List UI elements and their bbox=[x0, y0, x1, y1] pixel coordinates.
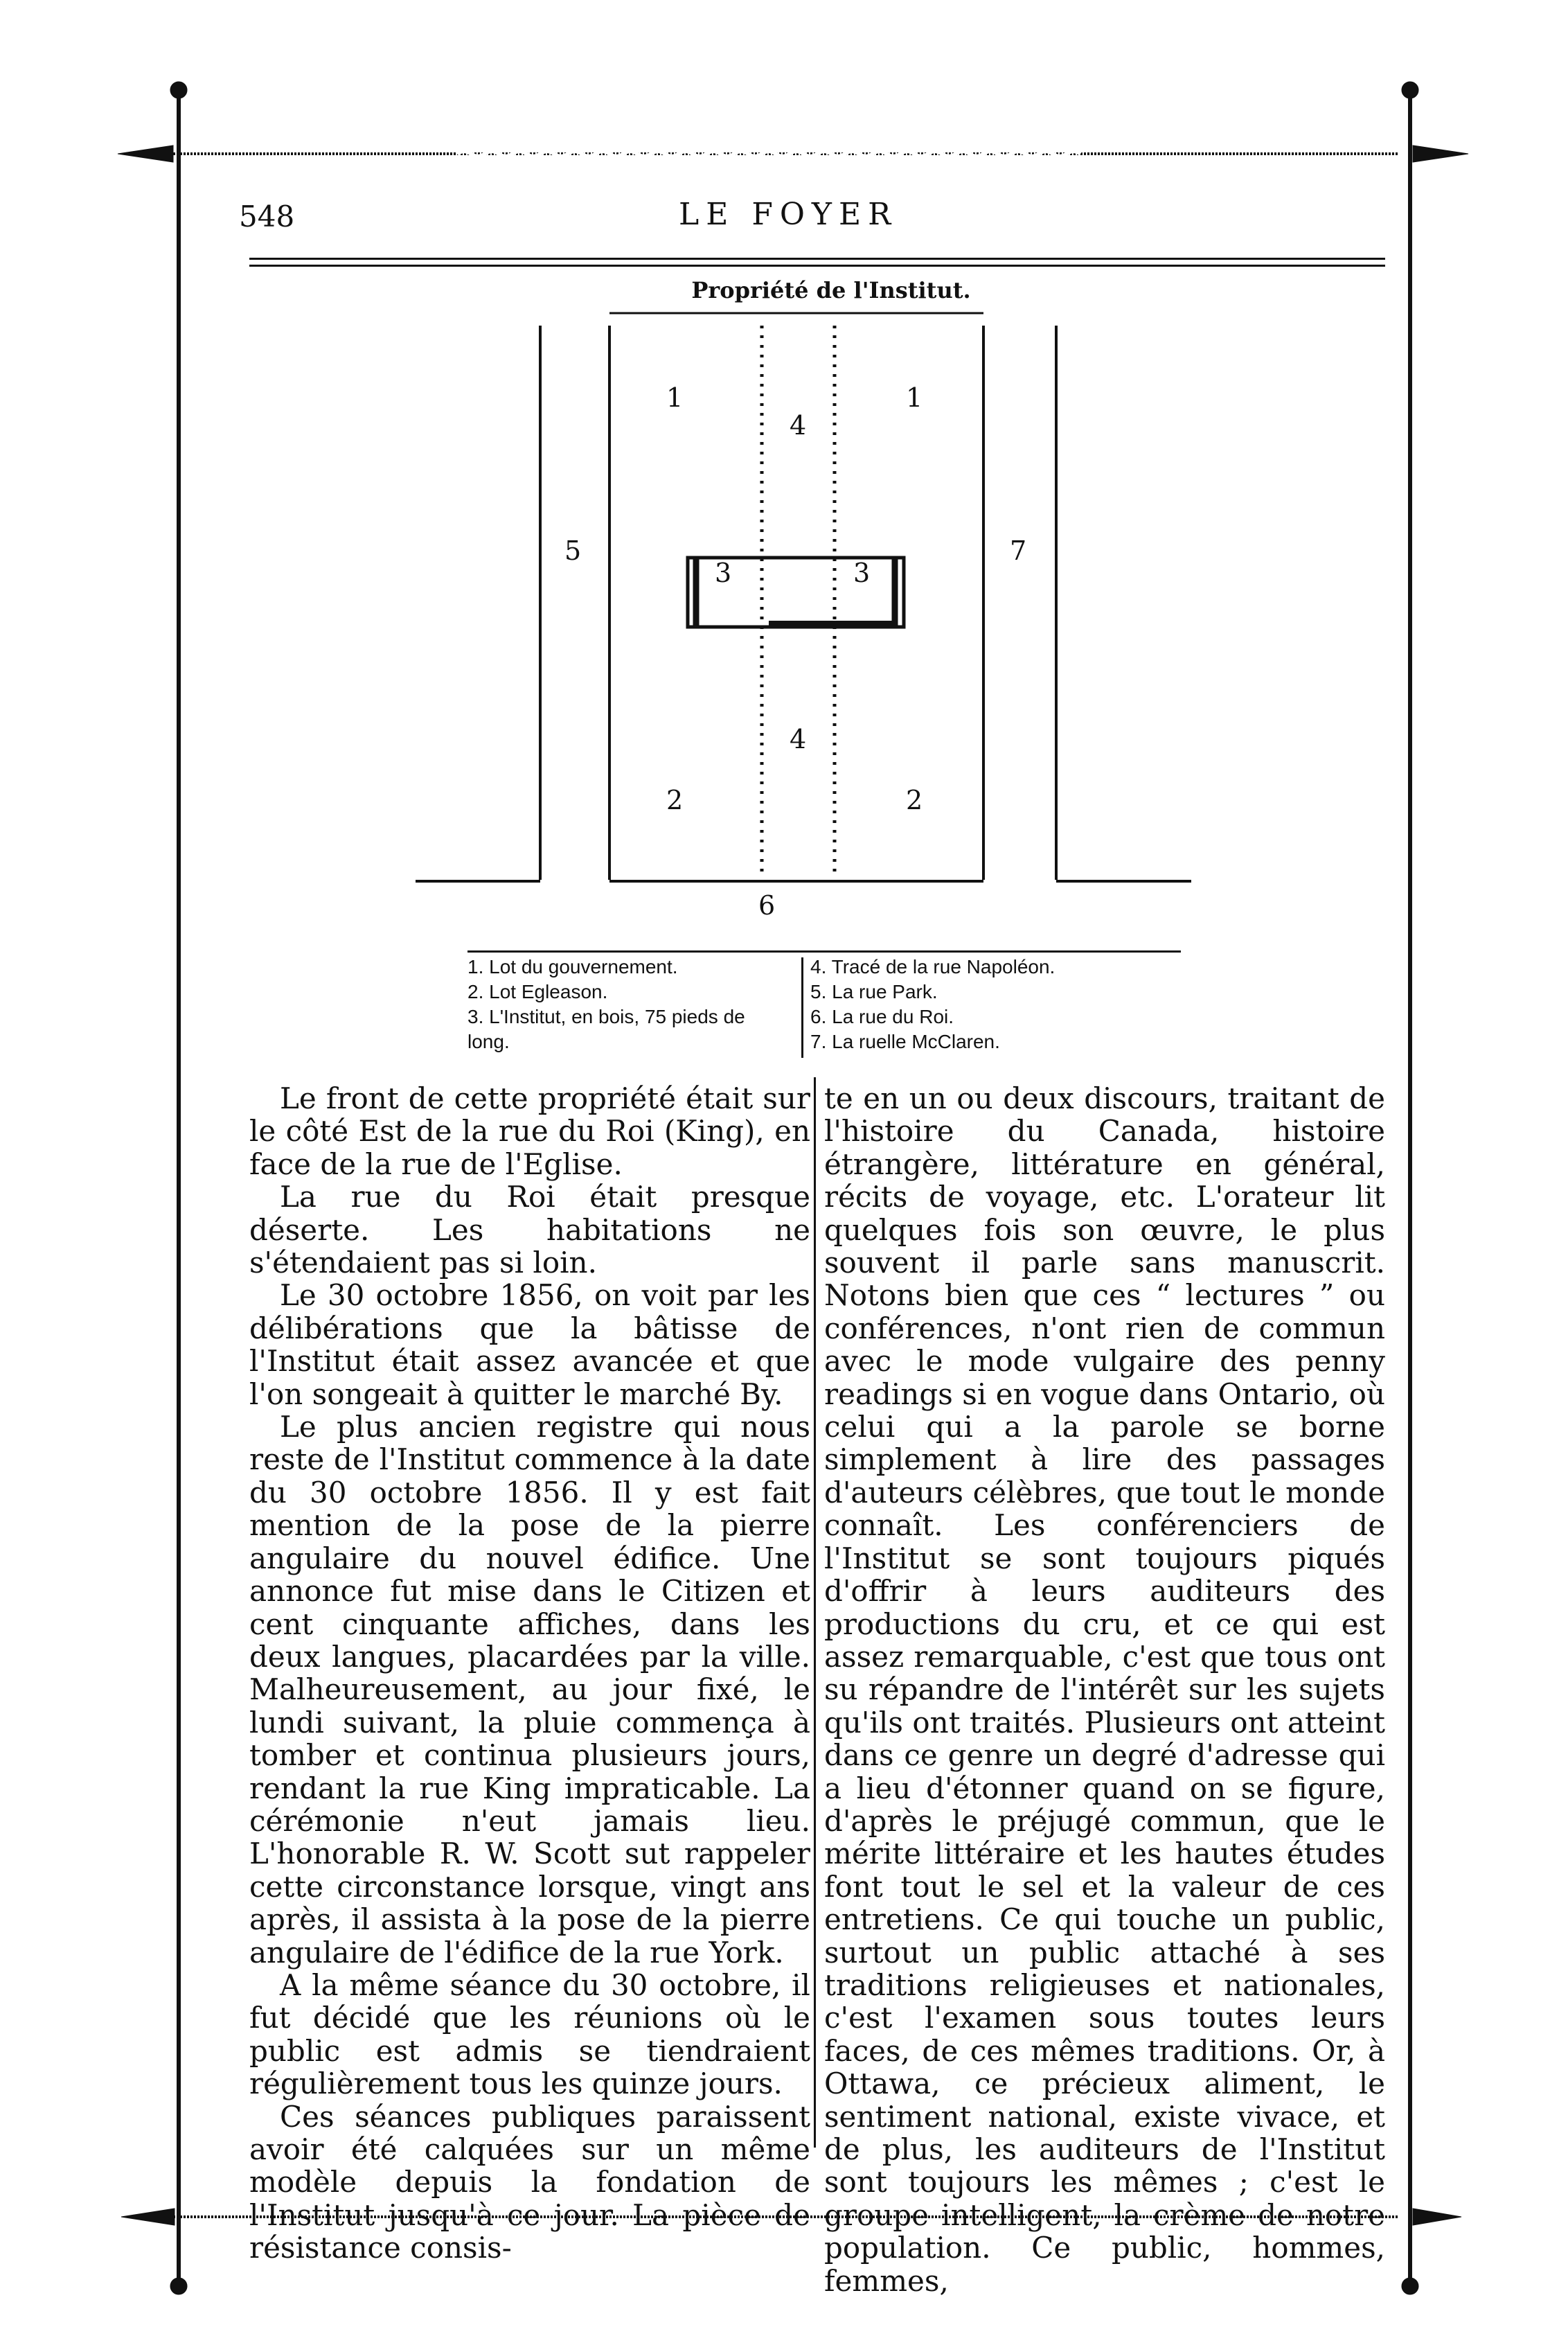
column-divider bbox=[814, 1077, 816, 2148]
plan-label-king6: 6 bbox=[758, 890, 776, 921]
legend-right bbox=[810, 955, 1184, 1054]
text-column-right bbox=[824, 1082, 1385, 2297]
plan-label-park5: 5 bbox=[564, 536, 582, 566]
journal-title: LE FOYER bbox=[679, 197, 898, 232]
legend-left bbox=[467, 955, 793, 1054]
paragraph: Ces séances publiques paraissent avoir été calquées sur un même modèle depuis la fondation de l'Institut jusqu'à ce jour. La pièce de résistance consis- bbox=[249, 2099, 810, 2265]
legend-item: 2. Lot Egleason. bbox=[467, 981, 608, 1002]
legend-divider bbox=[801, 957, 803, 1058]
legend-item: 4. Tracé de la rue Napoléon. bbox=[810, 956, 1055, 977]
property-plan-figure bbox=[0, 0, 1568, 970]
legend-rule bbox=[467, 950, 1181, 953]
page-number: 548 bbox=[239, 200, 295, 233]
legend-item: 1. Lot du gouvernement. bbox=[467, 956, 678, 977]
plan-label-building3-left: 3 bbox=[715, 558, 732, 588]
legend-item: 7. La ruelle McClaren. bbox=[810, 1031, 1000, 1052]
legend-item: 6. La rue du Roi. bbox=[810, 1006, 954, 1027]
plan-label-street4-top: 4 bbox=[790, 410, 807, 441]
paragraph: te en un ou deux discours, traitant de l'histoire du Canada, histoire étrangère, littérature en général, récits de voyage, etc. L'orateur lit quelques fois son œuvre, le plus souvent il parle sans manuscrit. Notons bien que ces “ lectures ” ou conférences, n'ont rien de commun avec le mode vulgaire des penny readings si en vogue dans Ontario, où celui qui a la parole se borne simplement à lire des passages d'auteurs célèbres, que tout le monde connaît. Les conférenciers de l'Institut se sont toujours piqués d'offrir à leurs auditeurs des productions du cru, et ce qui est assez remarquable, c'est que tous ont su répandre de l'intérêt sur les sujets qu'ils ont traités. Plusieurs ont atteint dans ce genre un degré d'adresse qui a lieu d'étonner quand on se figure, d'après le préjugé commun, que le mérite littéraire et les hautes études font tout le sel et la valeur de ces entretiens. Ce qui touche un public, surtout un public attaché à ses traditions religieuses et nationales, c'est l'examen sous toutes leurs faces, de ces mêmes traditions. Or, à Ottawa, ce précieux aliment, le sentiment national, existe vivace, et de plus, les auditeurs de l'Institut sont toujours les mêmes ; c'est le groupe intelligent, la crème de notre population. Ce public, hommes, femmes, bbox=[824, 1081, 1385, 2298]
legend-item: 3. L'Institut, en bois, 75 pieds de bbox=[467, 1006, 745, 1027]
paragraph: La rue du Roi était presque déserte. Les habitations ne s'étendaient pas si loin. bbox=[249, 1180, 810, 1280]
text-column-left bbox=[249, 1082, 810, 2265]
paragraph: A la même séance du 30 octobre, il fut décidé que les réunions où le public est admis se tiendraient régulièrement tous les quinze jours. bbox=[249, 1967, 810, 2101]
figure-title: Propriété de l'Institut. bbox=[691, 277, 971, 303]
plan-label-lot1-left: 1 bbox=[666, 382, 684, 413]
plan-label-street4-bottom: 4 bbox=[790, 724, 807, 754]
plan-label-lot2-left: 2 bbox=[666, 785, 684, 815]
plan-label-building3-right: 3 bbox=[853, 558, 871, 588]
paragraph: Le front de cette propriété était sur le côté Est de la rue du Roi (King), en face de la rue de l'Eglise. bbox=[249, 1081, 810, 1181]
paragraph: Le 30 octobre 1856, on voit par les délibérations que la bâtisse de l'Institut était assez avancée et que l'on songeait à quitter le marché By. bbox=[249, 1278, 810, 1411]
plan-label-lane7: 7 bbox=[1010, 536, 1027, 566]
legend-item: long. bbox=[467, 1031, 510, 1052]
legend-item: 5. La rue Park. bbox=[810, 981, 938, 1002]
plan-label-lot1-right: 1 bbox=[906, 382, 923, 413]
paragraph: Le plus ancien registre qui nous reste de l'Institut commence à la date du 30 octobre 1856. Il y est fait mention de la pose de la pierre angulaire du nouvel édifice. Une annonce fut mise dans le Citizen et cent cinquante affiches, dans les deux langues, placardées par la ville. Malheureusement, au jour fixé, le lundi suivant, la pluie commença à tomber et continua plusieurs jours, rendant la rue King impraticable. La cérémonie n'eut jamais lieu. L'honorable R. W. Scott sut rappeler cette circonstance lorsque, vingt ans après, il assista à la pose de la pierre angulaire de l'édifice de la rue York. bbox=[249, 1410, 810, 1970]
plan-label-lot2-right: 2 bbox=[906, 785, 923, 815]
